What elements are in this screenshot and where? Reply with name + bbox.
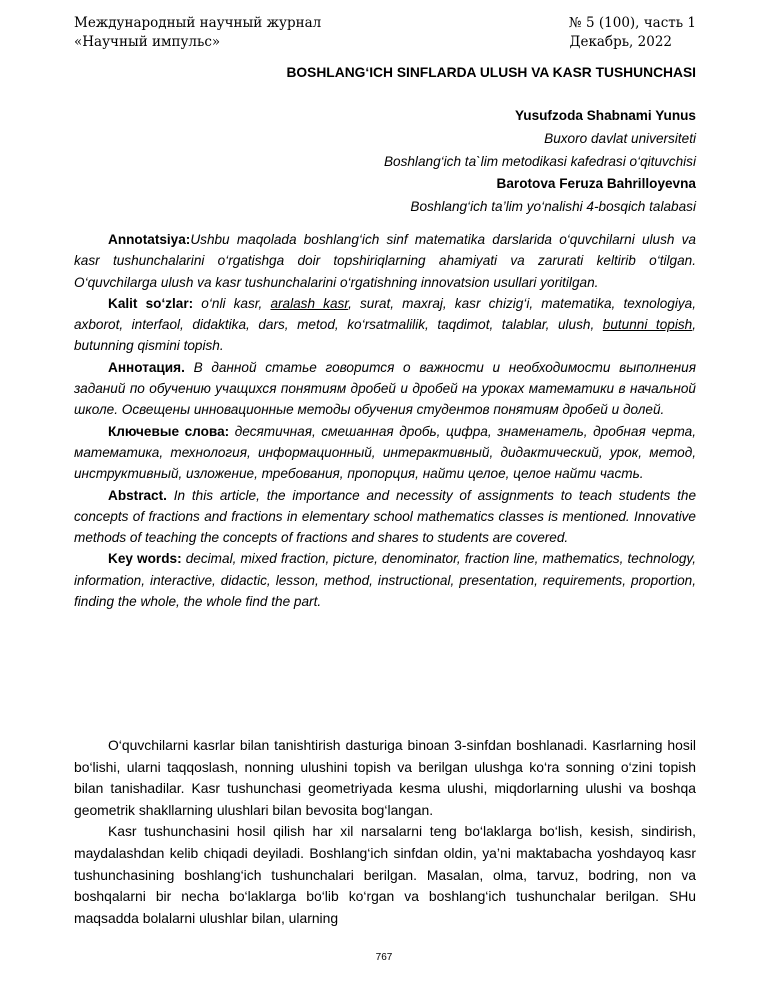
body-paragraph: Kasr tushunchasini hosil qilish har xil narsalarni teng bo‘laklarga bo‘lish, kesish, sindirish, maydalashdan kelib chiqadi deyiladi. Boshlang‘ich sinfdan oldin, ya’ni maktabacha yoshdayoq kasr tushunchasining boshlang‘ich tushunchalari berilgan. Masalan, olma, tarvuz, bodring, non va boshqalarni bir necha bo‘laklarga bo‘lib ko‘rgan va boshlang‘ich tushunchalar berilgan. SHu maqsadda bolalarni ulushlar bilan, ularning	[74, 823, 696, 926]
keywords-uz	[74, 293, 696, 357]
keywords-ru-label: Ключевые слова:	[108, 423, 230, 439]
keywords-uz-text: , butunning qismini topish.	[74, 317, 696, 354]
issue-number: № 5 (100), часть 1	[568, 15, 696, 31]
author-affiliation: Boshlang‘ich ta`lim metodikasi kafedrasi o‘qituvchisi	[383, 153, 696, 169]
body-paragraph: O‘quvchilarni kasrlar bilan tanishtirish dasturiga binoan 3-sinfdan boshlanadi. Kasrlarning hosil bo‘lishi, ularni taqqoslash, nonning ulushini topish va berilgan ulushga ko‘ra sonning o‘zini topish bilan tanishadilar. Kasr tushunchasi geometriyada kesma ulushi, miqdorlarning ulushi va boshqa geometrik shakllarning ulushlari bilan bevosita bog‘langan.	[74, 737, 696, 818]
keyword-find-whole: butunni topish	[602, 317, 693, 333]
keyword-mixed-fraction: aralash kasr	[270, 295, 349, 311]
abstract-ru-label: Аннотация.	[108, 359, 185, 375]
abstract-ru	[74, 357, 696, 421]
abstract-en-label: Abstract.	[108, 487, 167, 503]
page-number: 767	[375, 952, 393, 963]
abstract-uz-label: Annotatsiya:	[108, 232, 191, 247]
keywords-en-text: decimal, mixed fraction, picture, denominator, fraction line, mathematics, technology, information, interactive, didactic, lesson, method, instructional, presentation, requirements, proportion, finding the whole, the whole find the part.	[74, 551, 696, 610]
abstracts-block	[74, 229, 696, 612]
authors-block	[74, 105, 696, 219]
body-text	[74, 735, 696, 929]
journal-name-line2: «Научный импульс»	[74, 34, 221, 50]
article-title: BOSHLANG‘ICH SINFLARDA ULUSH VA KASR TUSHUNCHASI	[286, 65, 696, 80]
keywords-ru-text: десятичная, смешанная дробь, цифра, знаменатель, дробная черта, математика, технология, информационный, интерактивный, дидактический, урок, метод, инструктивный, изложение, требования, пропорция, найти целое, целое найти часть.	[74, 423, 696, 482]
keywords-en	[74, 548, 696, 612]
abstract-ru-text: В данной статье говорится о важности и необходимости выполнения заданий по обучению учащихся понятиям дробей и дробей на уроках математики в начальной школе. Освещены инновационные методы обучения студентов понятиям дробей и долей.	[74, 359, 696, 418]
author-affiliation: Buxoro davlat universiteti	[544, 130, 696, 146]
author-name: Barotova Feruza Bahrilloyevna	[496, 176, 696, 192]
abstract-en-text: In this article, the importance and necessity of assignments to teach students the concepts of fractions and fractions in elementary school mathematics classes is mentioned. Innovative methods of teaching the concepts of fractions and shares to students are covered.	[74, 487, 696, 546]
abstract-en	[74, 485, 696, 549]
keywords-uz-text: o‘nli kasr,	[193, 295, 271, 311]
journal-name	[74, 14, 321, 52]
keywords-uz-label: Kalit so‘zlar:	[108, 295, 194, 311]
keywords-uz-text: , surat, maxraj, kasr chizig‘i, matematika, texnologiya, axborot, interfaol, didaktika, dars, metod, ko‘rsatmalilik, taqdimot, talablar, ulush,	[74, 295, 697, 333]
journal-name-line1: Международный научный журнал	[74, 15, 322, 31]
keywords-en-label: Key words:	[108, 551, 182, 567]
abstract-uz-text: Ushbu maqolada boshlang‘ich sinf matematika darslarida o‘quvchilarni ulush va kasr tushunchalarini o‘rgatishga doir topshiriqlarning ahamiyati va zarurati keltirib o‘tilgan. O‘quvchilarga ulush va kasr tushunchalarini o‘rgatishning innovatsion usullari yoritilgan.	[74, 232, 696, 290]
issue-date: Декабрь, 2022	[569, 34, 672, 50]
abstract-uz	[74, 229, 696, 293]
issue-info	[569, 14, 696, 52]
author-name: Yusufzoda Shabnami Yunus	[514, 108, 696, 123]
keywords-ru	[74, 421, 696, 485]
author-affiliation: Boshlang‘ich ta’lim yo‘nalishi 4-bosqich talabasi	[410, 199, 696, 215]
